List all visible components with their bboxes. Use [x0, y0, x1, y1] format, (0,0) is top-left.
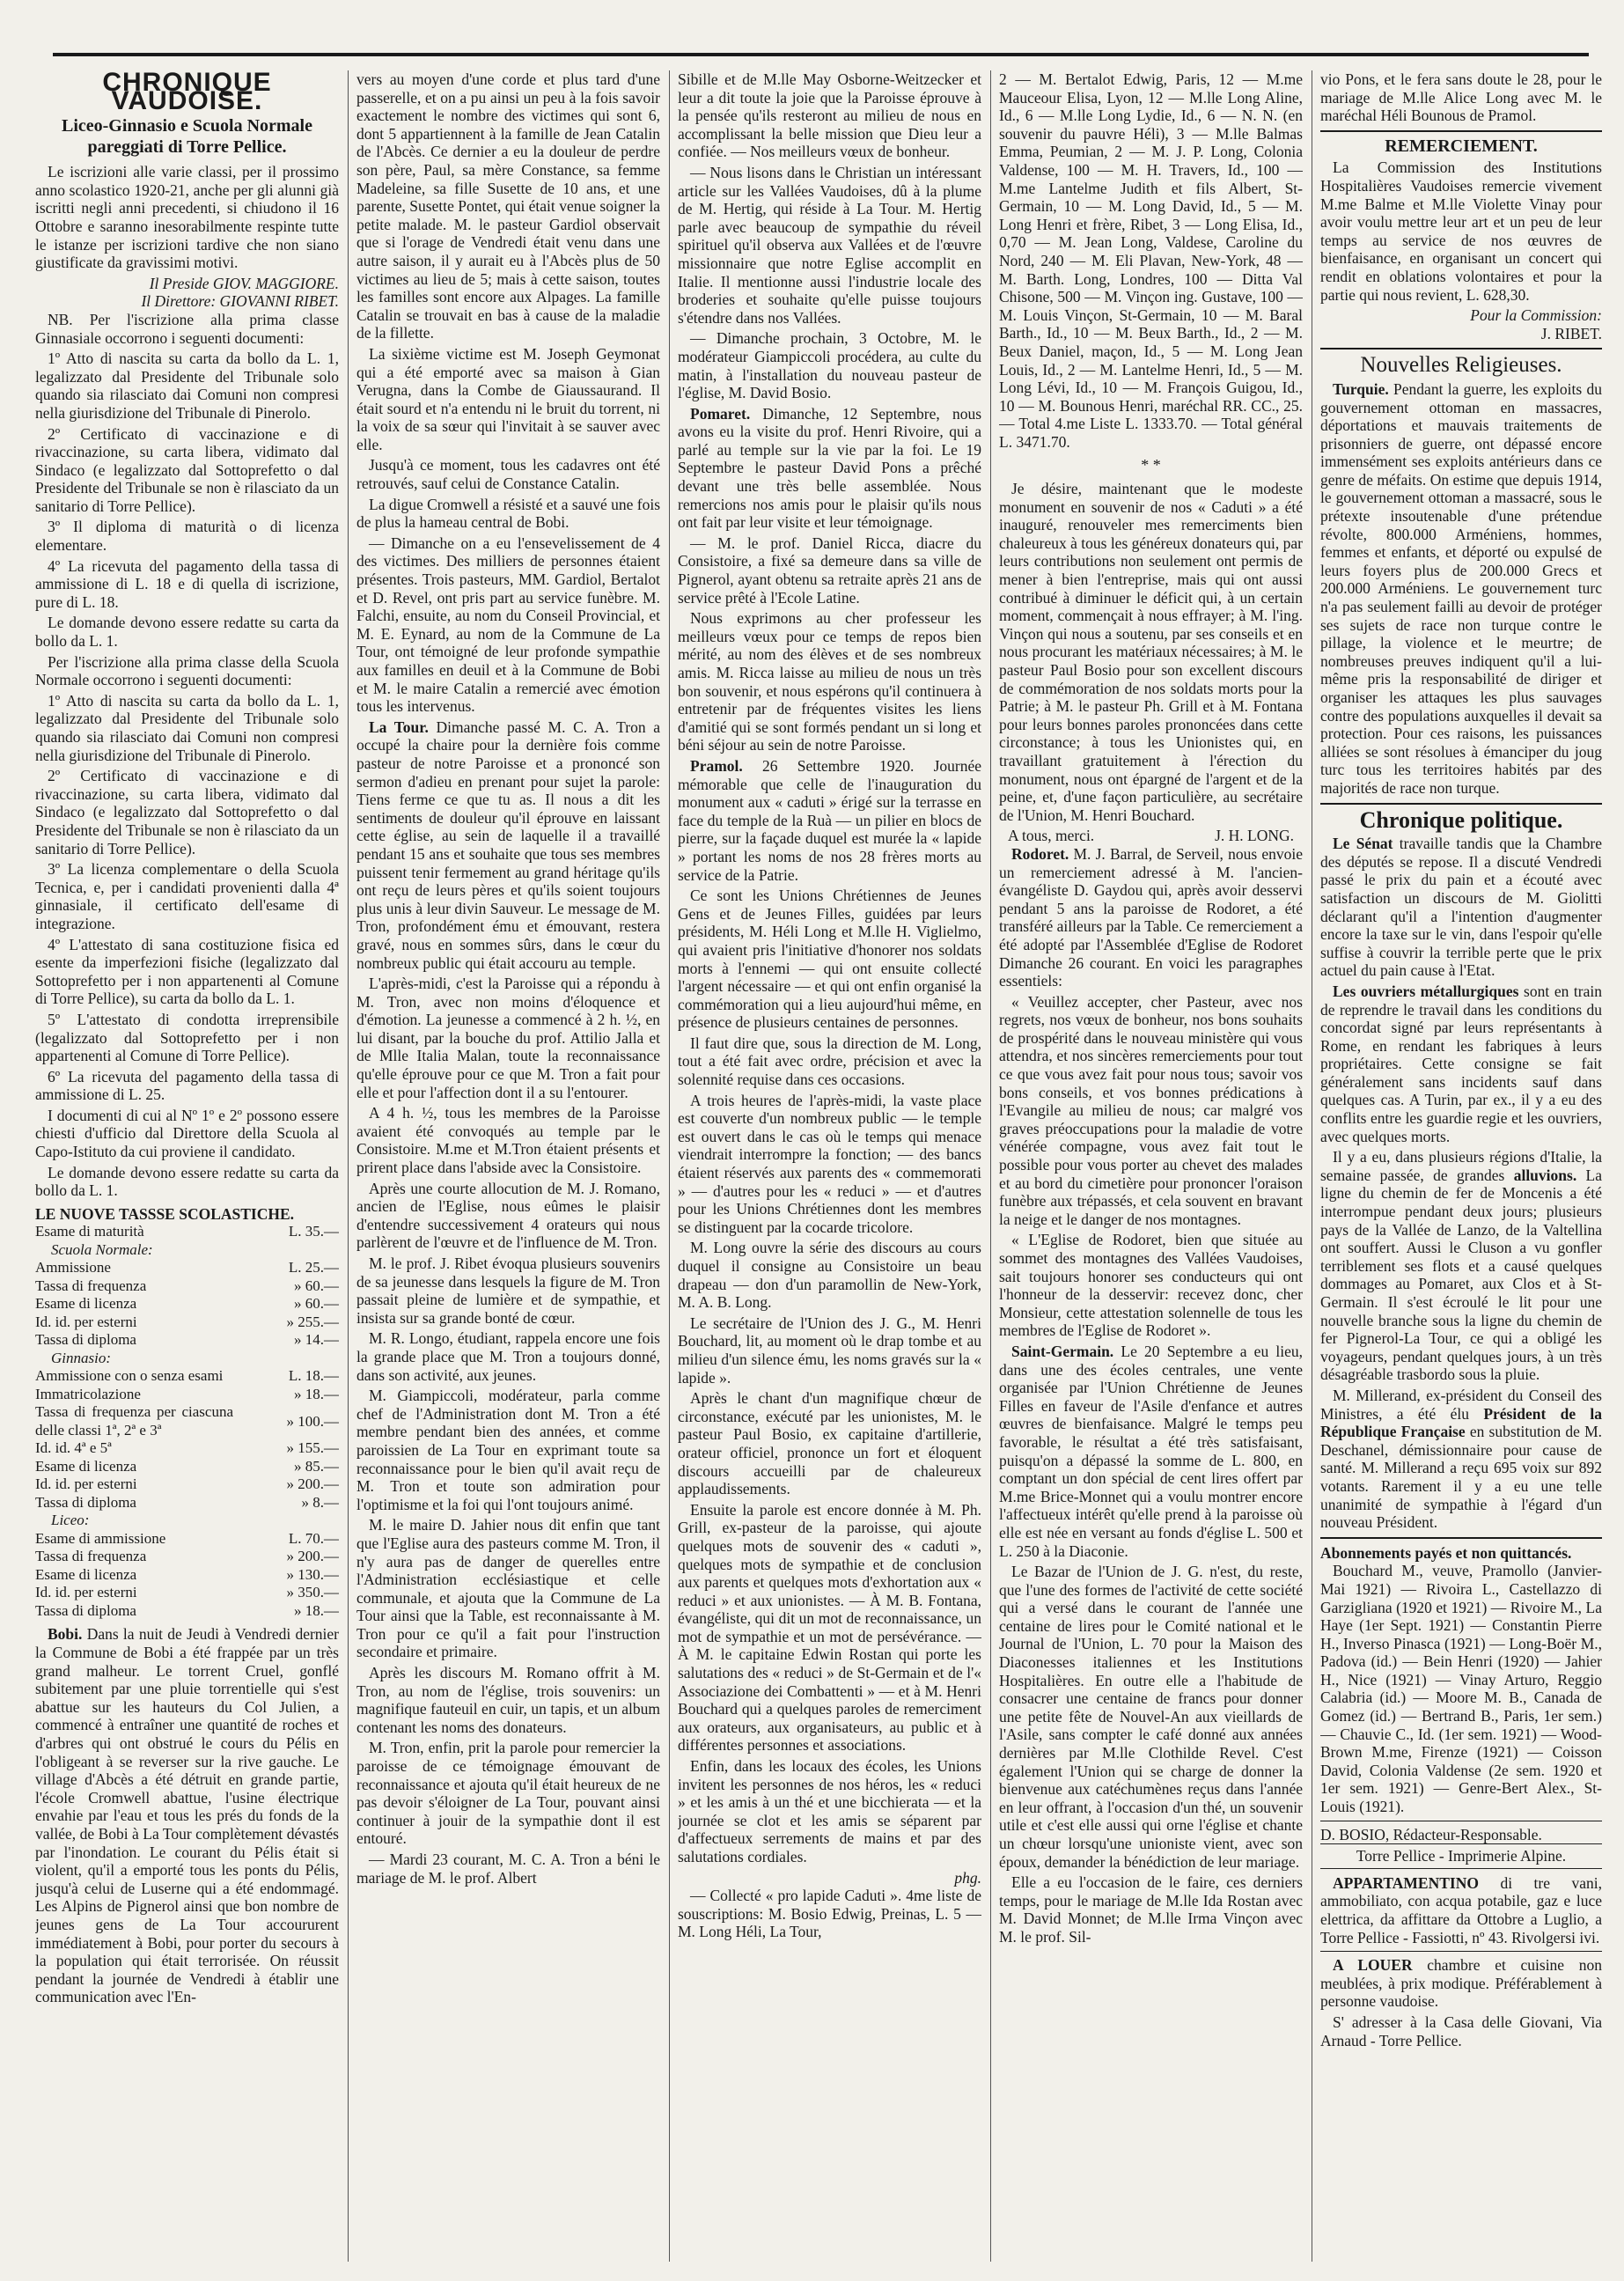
- paragraph: — Mardi 23 courant, M. C. A. Tron a béni le mariage de M. le prof. Albert: [356, 1851, 660, 1887]
- table-title: LE NUOVE TASSSE SCOLASTICHE.: [35, 1204, 295, 1223]
- paragraph: Le iscrizioni alle varie classi, per il prossimo anno scolastico 1920-21, anche per gli alunni già iscritti negli anni precedenti, si chiudono il 16 Ottobre e saranno inesorabilmente respinte tutte le istanze per iscrizioni tardive che non siano giustificate da gravissimi motivi.: [35, 163, 339, 272]
- section-title: Abonnements payés et non quittancés.: [1320, 1543, 1572, 1562]
- column-separator: [669, 70, 670, 2262]
- column-5: [1320, 70, 1602, 2262]
- paragraph: 2º Certificato di vaccinazione e di rivaccinazione, su carta libera, vidimato dal Sindaco (e legalizzato dal Sottoprefetto o dal Presidente del Tribunale se non è rilasciato da un sanitario di Torre Pellice).: [35, 767, 339, 857]
- paragraph: Après les discours M. Romano offrit à M. Tron, au nom de l'église, trois souvenirs: un magnifique fauteuil en cuir, un tapis, et un album contenant les noms des donateurs.: [356, 1664, 660, 1736]
- paragraph: vio Pons, et le fera sans doute le 28, pour le mariage de M.lle Alice Long avec M. le maréchal Héli Bounous de Pramol.: [1320, 70, 1602, 125]
- place-lead: Turquie.: [1333, 379, 1389, 398]
- paragraph: — Dimanche on a eu l'ensevelissement de 4 des victimes. Des milliers de personnes étaient présentes. Trois pasteurs, MM. Gardiol, Bertalot et D. Revel, ont pris part au service funèbre. M. Falchi, ensuite, au nom du Conseil Provincial, et M. E. Eynard, au nom de la Commune de La Tour, ont témoigné de leur profonde sympathie aux familles en deuil et à la Commune de Bobi et M. le maire Catalin a remercié avec émotion tous les intervenus.: [356, 533, 660, 716]
- paragraph: Enfin, dans les locaux des écoles, les Unions invitent les personnes de nos héros, les « reduci » et les amis à un thé et une bicchierata — et la journée se clot et les amis se séparent par d'affectueux serrements de mains et par des salutations cordiales.: [678, 1757, 981, 1865]
- section-subtitle: Liceo-Ginnasio e Scuola Normale pareggiati di Torre Pellice.: [62, 116, 312, 158]
- paragraph: 1º Atto di nascita su carta da bollo da L. 1, legalizzato dal Presidente del Tribunale solo quando sia rilasciato dai Comuni non compresi nella giurisdizione del Tribunale di Pinerolo.: [35, 691, 339, 764]
- divider: [1320, 130, 1602, 132]
- place-lead: Pramol.: [690, 756, 743, 775]
- paragraph: Bobi. Dans la nuit de Jeudi à Vendredi dernier la Commune de Bobi a été frappée par un très grand malheur. Le torrent Cruel, gonflé subitement par une pluie torrentielle qui s'est abattue sur les hauteurs du Col Julien, a commencé à entraîner une quantité de roches et d'arbres qui ont obstrué le cours du Pélis en l'obligeant à se reverser sur la rive gauche. Le village d'Abcès a été détruit en grande partie, l'école Cromwell abattue, l'usine électrique envahie par l'eau et tous les prés du fonds de la vallée, de Bobi à La Tour complètement dévastés par l'inondation. Le courant du Pélis était si violent, qu'il a emporté tous les ponts du Pélis, jusqu'à celui de Luserne qui a été endommagé. Les Alpins de Pignerol ainsi que bon nombre de jeunes gens de La Tour accoururent immédiatement à Bobi, pour porter du secours à la population qui était terrorisée. On réussit pendant la journée de Vendredi à établir une communication avec l'En-: [35, 1625, 339, 2006]
- table-row: Tassa di diploma » 14.—: [35, 1331, 339, 1349]
- paragraph: Saint-Germain. Le 20 Septembre a eu lieu, dans une des écoles centrales, une vente organisée par l'Union Chrétienne de Jeunes Filles en faveur de l'Asile d'enfance et autres œuvres de bienfaisance. Malgré le temps peu favorable, le résultat a été très satisfaisant, puisqu'on a dépassé la somme de L. 800, en comptant un don spécial de cent lires offert par M.me Brice-Monnet qui a voulu montrer encore l'affectueux intérêt qu'elle prend à la paroisse où elle est née en versant au fonds d'église L. 500 et L. 250 à la Diaconie.: [999, 1342, 1303, 1560]
- table-row: Tassa di diploma » 18.—: [35, 1601, 339, 1619]
- paragraph: Rodoret. M. J. Barral, de Serveil, nous envoie un remerciement adressé à M. l'ancien-évangéliste D. Gaydou qui, après avoir desservi pendant 5 ans la paroisse de Rodoret, a été transféré ailleurs par la Table. Ce remerciement a été adopté par l'Assemblée d'Eglise de Rodoret Dimanche 26 courant. En voici les paragraphes essentiels:: [999, 844, 1303, 990]
- paragraph: La sixième victime est M. Joseph Geymonat qui a été emporté avec sa maison à Gian Verugna, dans la Combe de Giaussaurand. Il était sourd et n'a entendu ni le bruit du torrent, ni la voix de sa sœur qui l'invitait à se sauver avec elle.: [356, 344, 660, 453]
- paragraph: 2 — M. Bertalot Edwig, Paris, 12 — M.me Mauceour Elisa, Lyon, 12 — M.lle Long Aline, Id., 6 — M.lle Long Lydie, Id., 6 — N. N. (en souvenir du pauvre Héli), 3 — M.lle Balmas Emma, Peumian, 2 — M. J. P. Long, Colonia Valdense, 100 — M. H. Travers, Id., 100 — M.me Lantelme Judith et fils Albert, St-Germain, 10 — M. Long David, Id., 5 — M. Long Henri et frère, Ribet, 3 — Long Elisa, Id., 0,70 — M. Jean Long, Valdese, Caroline du Nord, 240 — M. Eli Plavan, New-York, 48 — M. Barth. Long, Londres, 100 — Ditta Val Chisone, 500 — M. Vinçon ing. Gustave, 100 — M. Louis Vinçon, St-Germain, 10 — M. Baral Barth., Id., 10 — M. Beux Barth., Id., 2 — M. Beux Daniel, maçon, Id., 5 — M. Long Jean Louis, Id., 2 — M. Lantelme Henri, Id., 5 — M. Long Lévi, Id., 10 — M. François Guigou, Id., 10 — M. Bounous Henri, maréchal RR. CC., 25. — Total 4.me Liste L. 1333.70. — Total général L. 3471.70.: [999, 70, 1303, 451]
- place-lead: La Tour.: [369, 717, 429, 736]
- table-row: Esame di licenza » 130.—: [35, 1565, 339, 1583]
- table-row: Esame di ammissione L. 70.—: [35, 1529, 339, 1547]
- divider: [1320, 1537, 1602, 1539]
- table-row: Esame di maturità L. 35.—: [35, 1223, 339, 1240]
- divider: [1320, 1951, 1602, 1952]
- paragraph: 4º La ricevuta del pagamento della tassa di ammissione di L. 18 e di quella di iscrizione, pure di L. 18.: [35, 556, 339, 611]
- divider: [1320, 803, 1602, 805]
- table-row: Scuola Normale:: [51, 1240, 153, 1258]
- table-row: Id. id. per esterni » 200.—: [35, 1475, 339, 1493]
- paragraph: A 4 h. ½, tous les membres de la Paroisse avaient été convoqués au temple par le Consistoire. M.me et M.Tron étaient présents et prirent place dans l'abside avec la Consistoire.: [356, 1104, 660, 1177]
- paragraph: Il y a eu, dans plusieurs régions d'Italie, la semaine passée, de grandes alluvions. La ligne du chemin de fer de Moncenis a été interrompue pendant deux jours; plusieurs pays de la Vallée de Lanzo, de la Valtellina ont souffert. Aussi le Cluson a vu gonfler terriblement ses flots et a causé quelques dommages au Pomaret, aux Clos et à St-Germain. Il s'est écroulé le lit pour une nouvelle branche sous la ligne du chemin de fer Pignerol-La Tour, ce qui a obligé les voyageurs, pendant quelques jours, à un très désagréable trasbordo sous la pluie.: [1320, 1148, 1602, 1384]
- classified-ad-address: S' adresser à la Casa delle Giovani, Via Arnaud - Torre Pellice.: [1320, 2012, 1602, 2049]
- paragraph: — Nous lisons dans le Christian un intéressant article sur les Vallées Vaudoises, dû à la plume de M. Hertig, qui réside à La Tour. M. Hertig parle avec beaucoup de sympathie du réveil spirituel qu'il observa aux Vallées et de l'œuvre missionnaire que notre Eglise accomplit en Italie. Il mentionne aussi l'industrie locale des broderies et souhaite qu'elle puisse toujours s'étendre dans nos Vallées.: [678, 163, 981, 327]
- table-row: Tassa di frequenza per ciascuna delle classi 1ª, 2ª e 3ª » 100.—: [35, 1403, 339, 1439]
- column-2: [356, 70, 660, 2262]
- signature: Pour la Commission:: [1470, 306, 1602, 325]
- paragraph: Le domande devono essere redatte su carta da bollo da L. 1.: [35, 614, 339, 651]
- section-title: Chronique politique.: [1359, 806, 1563, 833]
- table-row: Esame di licenza » 60.—: [35, 1295, 339, 1313]
- paragraph: « Veuillez accepter, cher Pasteur, avec nos regrets, nos vœux de bonheur, nos bons souhaits de prospérité dans le nouveau ministère qui vous attendra, et nos sincères remerciements pour tout ce que vous avez fait pour nous tous; savoir vos bons conseils, et vos bonnes prédications à l'Evangile au milieu de nous; car malgré vos graves préoccupations pour la maladie de votre vénérée compagne, vous avez fait tout le possible pour vous porter au chevet des malades et au bord du cimetière pour prononcer l'oraison funèbre aux trépassés, et cela souvent en bravant la neige et le danger de nos montagnes.: [999, 992, 1303, 1228]
- paragraph: Bouchard M., veuve, Pramollo (Janvier-Mai 1921) — Rivoira L., Castellazzo di Garzigliana (1920 et 1921) — Rivoire M., La Haye (1er Sept. 1921) — Constantin Pierre H., Inverso Pinasca (1921) — Long-Boër M., Padova (id.) — Bein Henri (1920) — Jahier H., Nice (1921) — Vinay Arturo, Reggio Calabria (id.) — Moore M. B., Canada de Gomez (id.) — Bertrand B., Paris, 1er sem.) — Chauvie C., Id. (1er sem. 1921) — Wood-Brown M.me, Firenze (1921) — Coisson David, Colonia Valdense (2e sem. 1920 et 1er sem. 1921) — Genre-Bert Alex., St-Louis (1921).: [1320, 1562, 1602, 1816]
- classified-ad: A LOUER chambre et cuisine non meublées, à prix modique. Préférablement à personne vaudoise.: [1320, 1956, 1602, 2011]
- paragraph: Per l'iscrizione alla prima classe della Scuola Normale occorrono i seguenti documenti:: [35, 652, 339, 689]
- paragraph: A trois heures de l'après-midi, la vaste place est couverte d'un nombreux public — le temple est ouvert dans le cas où le temps qui menace viendrait interrompre la fonction; — des bancs étaient réservés aux parents des « commemorati » — d'autres pour les « reduci » — et d'autres pour les Unions Chrétiennes dont les membres se distinguent par la cocarde tricolore.: [678, 1091, 981, 1236]
- table-row: Tassa di diploma » 8.—: [35, 1493, 339, 1511]
- column-1: [35, 70, 339, 2262]
- section-title: Nouvelles Religieuses.: [1360, 353, 1562, 378]
- place-lead: Bobi.: [48, 1625, 83, 1644]
- paragraph: Il faut dire que, sous la direction de M. Long, tout a été fait avec ordre, précision et avec la solennité requise dans ces occasions.: [678, 1034, 981, 1089]
- section-title: CHRONIQUE VAUDOISE.: [102, 70, 272, 115]
- paragraph: Le Sénat travaille tandis que la Chambre des députés se repose. Il a discuté Vendredi passé le prix du pain et a écouté avec satisfaction un discours de M. Giolitti déclarant qu'il a l'intention d'augmenter encore la taxe sur le vin, dans l'espoir qu'elle suffise à couvrir la terrible perte que le prix actuel du pain cause à l'Etat.: [1320, 835, 1602, 980]
- paragraph: Nous exprimons au cher professeur les meilleurs vœux pour ce temps de repos bien mérité, au nom des élèves et de ses nombreux amis. M. Ricca laisse au milieu de nous un très bon souvenir, et nous espérons qu'il continuera à entretenir par de fréquentes visites les liens d'amitié qui se sont formés pendant un si long et béni séjour au sein de notre Paroisse.: [678, 609, 981, 754]
- paragraph: 2º Certificato di vaccinazione e di rivaccinazione, su carta libera, vidimato dal Sindaco (e legalizzato dal Sottoprefetto o dal Presidente del Tribunale se non è rilasciato da un sanitario di Torre Pellice).: [35, 424, 339, 515]
- place-lead: Rodoret.: [1011, 844, 1069, 863]
- paragraph: Pomaret. Dimanche, 12 Septembre, nous avons eu la visite du prof. Henri Rivoire, qui a parlé au temple sur la vie par la foi. Le 19 Septembre le pasteur David Pons a prêché devant une très belle assemblée. Nous remercions nos amis pour le plaisir qu'ils nous ont fait par leur visite et leur témoignage.: [678, 404, 981, 532]
- paragraph: vers au moyen d'une corde et plus tard d'une passerelle, et on a pu ainsi un peu à la fois savoir exactement le nombre des victimes qui sont 6, dont 5 appartiennent à la famille de Jean Catalin de l'Abcès. Ce dernier a eu la douleur de perdre son père, Paul, sa mère Constance, sa femme Madeleine, sa fille Susette de 10 ans, et une parente, Susette Pontet, qui était venue soigner la petite malade. M. le pasteur Gardiol observait que si l'orage de Vendredi était venu dans une autre saison, il y aurait eu à l'Abcès plus de 50 victimes au lieu de 5; mais à cette saison, toutes les familles sont encore aux Alpages. La famille Catalin se trouvait en bas à cause de la maladie de la fillette.: [356, 70, 660, 342]
- signature-line: A tous, merci. J. H. LONG.: [1008, 827, 1294, 845]
- paragraph: Après le chant d'un magnifique chœur de circonstance, exécuté par les unionistes, M. le pasteur Paul Bosio, ex capitaine d'artillerie, orateur officiel, prononce un fort et éloquent discours accueilli par de chaleureux applaudissements.: [678, 1389, 981, 1498]
- paragraph: La Commission des Institutions Hospitalières Vaudoises remercie vivement M.me Balme et M.lle Violette Vinay pour avoir voulu mettre leur art et un peu de leur temps au service de nos œuvres de bienfaisance, en organisant un concert qui rendit en oblations volontaires et pour la partie qui nous revient, L. 628,30.: [1320, 158, 1602, 304]
- paragraph: Les ouvriers métallurgiques sont en train de reprendre le travail dans les conditions du concordat signé par leurs représentants à Rome, en rendant les fabriques à leurs propriétaires. Cette consigne se fait généralement sans incidents sauf dans quelques cas. A Turin, par ex., il y a eu des conflits entre les guardie regie et les ouvriers, avec quelques morts.: [1320, 982, 1602, 1145]
- paragraph: 3º Il diploma di maturità o di licenza elementare.: [35, 518, 339, 555]
- paragraph: 3º La licenza complementare o della Scuola Tecnica, e, per i candidati provenienti dalla 4ª ginnasiale, il certificato dell'esame di integrazione.: [35, 860, 339, 932]
- paragraph: M. Giampiccoli, modérateur, parla comme chef de l'Administration dont M. Tron a été membre pendant bien des années, et comme paroissien de La Tour en exprimant toute sa reconnaissance pour le bien qu'il avait reçu de M. Tron et toute son admiration pour l'optimisme et la foi qui l'ont toujours animé.: [356, 1387, 660, 1513]
- table-row: Immatricolazione » 18.—: [35, 1385, 339, 1402]
- paragraph: M. Tron, enfin, prit la parole pour remercier la paroisse de ce témoignage émouvant de reconnaissance et ajouta qu'il était heureux de ne pas devoir s'éloigner de La Tour, pouvant ainsi continuer à jouir de la sympathie dont il est entouré.: [356, 1739, 660, 1848]
- editor-line: D. BOSIO, Rédacteur-Responsable.: [1320, 1825, 1542, 1843]
- table-row: Id. id. per esterni » 350.—: [35, 1584, 339, 1601]
- signature: Il Preside GIOV. MAGGIORE.: [149, 274, 339, 292]
- fees-table: [35, 1223, 339, 1620]
- paragraph: L'après-midi, c'est la Paroisse qui a répondu à M. Tron, avec non moins d'éloquence et d'émotion. La jeunesse a commencé à 2 h. ½, en lui disant, par la bouche du prof. Attilio Jalla et de Mlle Italia Malan, toute la reconnaissance qu'elle éprouve pour ce que M. Tron a fait pour elle et pour l'affection dont il a su l'entourer.: [356, 975, 660, 1101]
- printer-line: Torre Pellice - Imprimerie Alpine.: [1320, 1843, 1602, 1869]
- paragraph: 1º Atto di nascita su carta da bollo da L. 1, legalizzato dal Presidente del Tribunale solo quando sia rilasciato dai Comuni non compresi nella giurisdizione del Tribunale di Pinerolo.: [35, 350, 339, 422]
- table-row: Tassa di frequenza » 200.—: [35, 1548, 339, 1565]
- paragraph: Le secrétaire de l'Union des J. G., M. Henri Bouchard, lit, au moment où le drap tombe et au milieu d'un silence ému, les noms gravés sur la « lapide ».: [678, 1313, 981, 1387]
- column-separator: [990, 70, 991, 2262]
- table-row: Id. id. per esterni » 255.—: [35, 1313, 339, 1330]
- signature: Il Direttore: GIOVANNI RIBET.: [141, 292, 339, 311]
- paragraph: Je désire, maintenant que le modeste monument en souvenir de nos « Caduti » a été inauguré, renouveler mes remerciments bien chaleureux à tous les généreux donateurs qui, par leurs contributions non seulement ont permis de mener à bien l'entreprise, mais qui ont aussi contribué à diminuer le déficit qui, à un certain moment, commençait à nous effrayer; à M. l'ing. Vinçon qui nous a soutenu, par ses conseils et en nous procurant les matériaux nécessaires; à M. le pasteur Paul Bosio pour son excellent discours de commémoration de nos soldats morts pour la Patrie; à M. le pasteur Ph. Grill et à M. Fontana pour leurs bonnes paroles prononcées dans cette circonstance; à tous les Unionistes qui, en travaillant gratuitement à l'érection du monument, nous ont épargné de l'argent et de la peine, et, d'une façon particulière, au secrétaire de l'Union, M. Henri Bouchard.: [999, 480, 1303, 824]
- column-3: [678, 70, 981, 2262]
- table-row: Id. id. 4ª e 5ª » 155.—: [35, 1439, 339, 1457]
- paragraph: NB. Per l'iscrizione alla prima classe Ginnasiale occorrono i seguenti documenti:: [35, 310, 339, 347]
- table-row: Ammissione con o senza esami L. 18.—: [35, 1367, 339, 1385]
- separator-stars: * *: [1141, 456, 1161, 475]
- paragraph: La Tour. Dimanche passé M. C. A. Tron a occupé la chaire pour la dernière fois comme pasteur de notre Paroisse et a prononcé son sermon d'adieu en prenant pour sujet la parole: Tiens ferme ce que tu as. Il nous a dit les sentiments de douleur qu'il éprouve en laissant cette église, au sein de laquelle il a travaillé pendant 15 ans et souhaite que tous ses membres puissent tenir fermement au grand héritage qu'ils ont reçu de leurs pères et qu'ils soient toujours plus unis à leur divin Sauveur. Le message de M. Tron, profondément ému et émouvant, restera gravé, nous en sommes sûrs, dans le cœur du nombreux public qui était accouru au temple.: [356, 717, 660, 972]
- paragraph: « L'Eglise de Rodoret, bien que située au sommet des montagnes des Vallées Vaudoises, sait toujours honorer ses conducteurs qui ont l'honneur de la desservir: recevez donc, cher Monsieur, cette attestation solennelle de tous les membres de l'Eglise de Rodoret ».: [999, 1231, 1303, 1340]
- paragraph: M. R. Longo, étudiant, rappela encore une fois la grande place que M. Tron a toujours donné, dans son activité, aux jeunes.: [356, 1329, 660, 1384]
- paragraph: Après une courte allocution de M. J. Romano, ancien de l'Eglise, nous eûmes le plaisir d'entendre successivement 4 orateurs qui nous parlèrent de l'œuvre et de l'influence de M. Tron.: [356, 1179, 660, 1252]
- paragraph: M. Long ouvre la série des discours au cours duquel il consigne au Consistoire un beau drapeau — don d'un paramollin de New-York, M. A. B. Long.: [678, 1239, 981, 1312]
- paragraph: La digue Cromwell a résisté et a sauvé une fois de plus la hameau central de Bobi.: [356, 495, 660, 532]
- paragraph: 5º L'attestato di condotta irreprensibile (legalizzato dal Sottoprefetto per i non appartenenti al Comune di Torre Pellice).: [35, 1010, 339, 1065]
- paragraph: Le domande devono essere redatte su carta da bollo da L. 1.: [35, 1163, 339, 1200]
- paragraph: — Dimanche prochain, 3 Octobre, M. le modérateur Giampiccoli procédera, au culte du matin, à l'installation du nouveau pasteur de l'église, M. David Bosio.: [678, 329, 981, 402]
- paragraph: Pramol. 26 Settembre 1920. Journée mémorable que celle de l'inauguration du monument aux « caduti » érigé sur la terrasse en face du temple de la Ruà — un pilier en blocs de pierre, sur la façade duquel est murée la « lapide » portant les noms de nos 28 frères morts au service de la Patrie.: [678, 756, 981, 884]
- table-row: Esame di licenza » 85.—: [35, 1457, 339, 1475]
- column-4: [999, 70, 1303, 2262]
- paragraph: — Collecté « pro lapide Caduti ». 4me liste de souscriptions: M. Bosio Edwig, Preinas, L. 5 — M. Long Héli, La Tour,: [678, 1887, 981, 1941]
- paragraph: M. Millerand, ex-président du Conseil des Ministres, a été élu Président de la République Française en substitution de M. Deschanel, démissionnaire pour cause de santé. M. Millerand a reçu 695 voix sur 892 votants. Rarement il y a eu une telle unanimité de sympathie à l'égard d'un nouveau Président.: [1320, 1386, 1602, 1532]
- paragraph: Turquie. Pendant la guerre, les exploits du gouvernement ottoman en massacres, déportations et mauvais traitements de prisonniers de guerre, ont dépassé encore immensément ses exploits antérieurs dans ce genre de méfaits. On estime que depuis 1914, le gouvernement ottoman a massacré, sous le prétexte insoutenable d'une prétendue révolte, 800.000 Arméniens, hommes, femmes et enfants, et déporté ou expulsé de leurs foyers plus de 200.000 Grecs et 200.000 Arméniens. Le gouvernement turc n'a pas seulement failli au devoir de protéger ses sujets de race non turque contre le pillage, la violence et le meurtre; de nombreuses preuves indiquent qu'il a lui-même pris la responsabilité de diriger et organiser les attaques les plus sauvages contre des populations auxquelles il devait sa protection. Pour ces raisons, les puissances alliées se sont résolues à émanciper du joug turc tous les territoires habités par des majorités de race non turque.: [1320, 379, 1602, 797]
- column-separator: [348, 70, 349, 2262]
- place-lead: Saint-Germain.: [1011, 1342, 1114, 1360]
- table-row: Liceo:: [51, 1512, 90, 1529]
- signature: phg.: [954, 1868, 981, 1887]
- section-title: REMERCIEMENT.: [1385, 136, 1538, 156]
- paragraph: Ensuite la parole est encore donnée à M. Ph. Grill, ex-pasteur de la paroisse, qui ajoute quelques mots de souvenir des « caduti », quelques mots de sympathie et de conclusion aux parents et quelques mots d'exhortation aux « reduci » et aux unionistes. — À M. B. Fontana, évangéliste, qui dit un mot de reconnaissance, un mot de sympathie et un mot de persévérance. — À M. le capitaine Edwin Rostan qui porte les salutations des « reduci » de St-Germain et de l'« Associazione dei Combattenti » — et à M. Henri Bouchard qui a quelques paroles de remerciment aux orateurs, aux organisateurs, au public et à différentes personnes et associations.: [678, 1500, 981, 1755]
- table-row: Ginnasio:: [51, 1349, 111, 1366]
- place-lead: Pomaret.: [690, 404, 751, 423]
- classified-ad: APPARTAMENTINO di tre vani, ammobiliato, con acqua potabile, gaz e luce elettrica, da affittare da Ottobre a Luglio, a Torre Pellice - Fassiotti, nº 43. Rivolgersi ivi.: [1320, 1873, 1602, 1946]
- divider: [1320, 348, 1602, 350]
- table-row: Ammissione L. 25.—: [35, 1259, 339, 1277]
- paragraph: Ce sont les Unions Chrétiennes de Jeunes Gens et de Jeunes Filles, guidées par leurs présidents, M. Héli Long et M.lle H. Viglielmo, qui avaient pris l'initiative d'honorer nos soldats morts à l'ennemi — qui ont ensuite collecté l'argent nécessaire — et qui ont enfin organisé la commémoration qui a lieu aujourd'hui même, en présence de plusieurs centaines de personnes.: [678, 887, 981, 1032]
- paragraph: M. le maire D. Jahier nous dit enfin que tant que l'Eglise aura des pasteurs comme M. Tron, il n'y aura pas de danger de querelles entre l'Administration ecclésiastique et celle communale, et ajouta que la Commune de La Tour ainsi que la Table, est reconnaissante à M. Tron pour ce qu'il a fait pour l'instruction secondaire et primaire.: [356, 1516, 660, 1661]
- signature: J. RIBET.: [1540, 324, 1602, 342]
- paragraph: I documenti di cui al Nº 1º e 2º possono essere chiesti d'ufficio dal Direttore della Scuola al Capo-Istituto da cui proviene il candidato.: [35, 1106, 339, 1161]
- paragraph: Jusqu'à ce moment, tous les cadavres ont été retrouvés, sauf celui de Constance Catalin.: [356, 456, 660, 493]
- paragraph: Elle a eu l'occasion de le faire, ces derniers temps, pour le mariage de M.lle Ida Rostan avec M. David Monnet; de M.lle Irma Vinçon avec M. le prof. Sil-: [999, 1873, 1303, 1946]
- paragraph: — M. le prof. Daniel Ricca, diacre du Consistoire, a fixé sa demeure dans sa ville de Pignerol, ayant obtenu sa retraite après 21 ans de service prêté à l'Ecole Latine.: [678, 533, 981, 607]
- paragraph: Sibille et de M.lle May Osborne-Weitzecker et leur a dit toute la joie que la Paroisse éprouve à la pensée qu'ils resteront au milieu de nous en accomplissant la belle mission que Dieu leur a confiée. — Nos meilleurs vœux de bonheur.: [678, 70, 981, 161]
- paragraph: M. le prof. J. Ribet évoqua plusieurs souvenirs de sa jeunesse dans lesquels la figure de M. Tron passait pleine de lumière et de sympathie, et insista sur sa grande bonté de cœur.: [356, 1255, 660, 1327]
- paragraph: 4º L'attestato di sana costituzione fisica ed esente da imperfezioni fisiche (legalizzato dal Sottoprefetto per i non appartenenti al Comune di Torre Pellice), su carta da bollo da L. 1.: [35, 935, 339, 1008]
- table-row: Tassa di frequenza » 60.—: [35, 1277, 339, 1294]
- paragraph: 6º La ricevuta del pagamento della tassa di ammissione di L. 25.: [35, 1067, 339, 1104]
- top-rule: [53, 53, 1589, 56]
- paragraph: Le Bazar de l'Union de J. G. n'est, du reste, que l'une des formes de l'activité de cette société qui a versé dans le courant de l'année une centaine de lires pour le Comité national et le Journal de l'Union, L. 70 pour la Maison des Diaconesses italiennes et les Institutions Hospitalières. En outre elle a l'habitude de consacrer une centaine de francs pour donner une petite fête de Nouvel-An aux vieillards de l'Asile, sans compter le café donné aux années dernières par M.lle Clothilde Revel. C'est également l'Union qui se charge de donner la bienvenue aux catéchumènes reçus dans l'année en leur offrant, à l'occasion d'un thé, un souvenir utile et c'est elle aussi qui orne l'église et chante un chœur lorsqu'une unioniste vient, avec son époux, demander la bénédiction de leur mariage.: [999, 1563, 1303, 1871]
